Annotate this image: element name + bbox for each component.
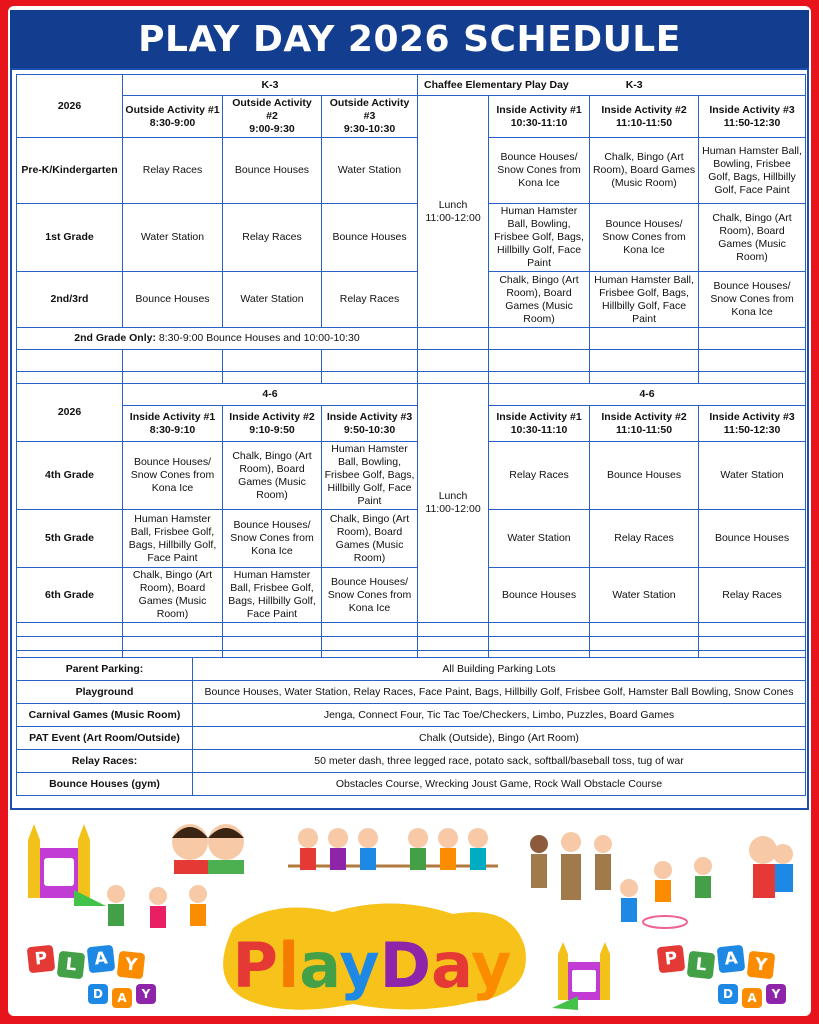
grades-4-6-year: 2026 <box>17 384 123 442</box>
letter-block: L <box>687 951 716 980</box>
k3-year: 2026 <box>17 75 123 138</box>
letter-block: A <box>717 945 746 974</box>
table-row <box>17 750 806 773</box>
decorative-artwork <box>8 810 811 1016</box>
k3-lunch-cell: Lunch 11:00-12:00 <box>418 96 489 328</box>
tug-of-war-icon <box>288 822 498 882</box>
playday-logo <box>222 920 522 1010</box>
outside-activity-1-header: Outside Activity #1 8:30-9:00 <box>123 96 223 138</box>
activity-cell: Bounce Houses <box>223 138 322 204</box>
k3-school-header <box>418 75 806 96</box>
schedule-sheet <box>8 6 811 1016</box>
activity-cell: Bounce Houses/ Snow Cones from Kona Ice <box>489 138 590 204</box>
activity-cell: Relay Races <box>489 442 590 510</box>
inside-activity-1-header: Inside Activity #1 8:30-9:10 <box>123 406 223 442</box>
inside-activity-2-header: Inside Activity #2 11:10-11:50 <box>590 96 699 138</box>
letter-block: P <box>27 945 56 974</box>
activity-cell: Human Hamster Ball, Bowling, Frisbee Golf, Bags, Hillbilly Golf, Face Paint <box>489 204 590 272</box>
activity-cell: Chalk, Bingo (Art Room), Board Games (Music Room) <box>699 204 806 272</box>
inside-activity-3-header: Inside Activity #3 11:50-12:30 <box>699 406 806 442</box>
info-value: 50 meter dash, three legged race, potato sack, softball/baseball toss, tug of war <box>193 750 806 773</box>
activity-cell: Water Station <box>322 138 418 204</box>
activity-cell: Human Hamster Ball, Frisbee Golf, Bags, Hillbilly Golf, Face Paint <box>123 510 223 568</box>
activity-cell: Human Hamster Ball, Frisbee Golf, Bags, Hillbilly Golf, Face Paint <box>590 272 699 328</box>
info-value: Bounce Houses, Water Station, Relay Races, Face Paint, Bags, Hillbilly Golf, Frisbee Golf, Hamster Ball Bowling, Snow Cones <box>193 681 806 704</box>
letter-block: D <box>718 984 738 1004</box>
letter-block: D <box>88 984 108 1004</box>
activity-cell: Chalk, Bingo (Art Room), Board Games (Music Room) <box>223 442 322 510</box>
activity-cell: Relay Races <box>699 568 806 623</box>
logo-letter: l <box>278 928 300 1002</box>
activity-cell: Bounce Houses <box>699 510 806 568</box>
activity-cell: Human Hamster Ball, Frisbee Golf, Bags, Hillbilly Golf, Face Paint <box>223 568 322 623</box>
logo-letter: D <box>379 928 432 1002</box>
table-row <box>17 658 806 681</box>
k3-schedule-table <box>16 74 806 386</box>
activity-cell: Relay Races <box>590 510 699 568</box>
activity-cell: Bounce Houses/ Snow Cones from Kona Ice <box>322 568 418 623</box>
inside-activity-3-header: Inside Activity #3 11:50-12:30 <box>699 96 806 138</box>
info-table <box>16 657 806 796</box>
activity-cell: Bounce Houses/ Snow Cones from Kona Ice <box>123 442 223 510</box>
second-grade-note: 2nd Grade Only: 8:30-9:00 Bounce Houses and 10:00-10:30 <box>17 328 418 350</box>
info-label: PAT Event (Art Room/Outside) <box>17 727 193 750</box>
school-name: Chaffee Elementary Play Day <box>424 78 569 91</box>
logo-letter: a <box>431 928 472 1002</box>
info-label: Carnival Games (Music Room) <box>17 704 193 727</box>
logo-letter: y <box>339 928 380 1002</box>
title-bar <box>10 10 809 68</box>
activity-cell: Bounce Houses/ Snow Cones from Kona Ice <box>223 510 322 568</box>
grades-4-6-schedule-table <box>16 383 806 665</box>
page-title: PLAY DAY 2026 SCHEDULE <box>138 18 681 60</box>
activity-cell: Human Hamster Ball, Bowling, Frisbee Golf, Bags, Hillbilly Golf, Face Paint <box>322 442 418 510</box>
table-row <box>17 773 806 796</box>
table-row <box>17 272 806 328</box>
grades-4-6-lunch-cell: Lunch 11:00-12:00 <box>418 384 489 623</box>
activity-cell: Bounce Houses/ Snow Cones from Kona Ice <box>590 204 699 272</box>
kids-playing-icon <box>613 830 803 940</box>
inside-activity-1-header: Inside Activity #1 10:30-11:10 <box>489 96 590 138</box>
table-row <box>17 442 806 510</box>
info-label: Parent Parking: <box>17 658 193 681</box>
activity-cell: Chalk, Bingo (Art Room), Board Games (Music Room) <box>123 568 223 623</box>
grades-4-6-band-right: 4-6 <box>489 384 806 406</box>
table-row <box>17 681 806 704</box>
info-label: Bounce Houses (gym) <box>17 773 193 796</box>
running-kids-icon <box>98 882 228 952</box>
inside-activity-2-header: Inside Activity #2 11:10-11:50 <box>590 406 699 442</box>
activity-cell: Relay Races <box>123 138 223 204</box>
activity-cell: Bounce Houses <box>123 272 223 328</box>
activity-cell: Water Station <box>699 442 806 510</box>
activity-cell: Bounce Houses <box>322 204 418 272</box>
sack-race-icon <box>523 830 623 910</box>
letter-block: L <box>57 951 86 980</box>
table-row <box>17 727 806 750</box>
activity-cell: Chalk, Bingo (Art Room), Board Games (Music Room) <box>322 510 418 568</box>
activity-cell: Chalk, Bingo (Art Room), Board Games (Music Room) <box>590 138 699 204</box>
table-row <box>17 510 806 568</box>
inside-activity-3-header: Inside Activity #3 9:50-10:30 <box>322 406 418 442</box>
activity-cell: Water Station <box>223 272 322 328</box>
outside-activity-3-header: Outside Activity #3 9:30-10:30 <box>322 96 418 138</box>
grade-label: Pre-K/Kindergarten <box>17 138 123 204</box>
bounce-house-small-icon <box>548 938 628 1012</box>
letter-block: Y <box>766 984 786 1004</box>
table-row <box>17 204 806 272</box>
inside-activity-1-header: Inside Activity #1 10:30-11:10 <box>489 406 590 442</box>
letter-block: P <box>657 945 686 974</box>
table-row <box>17 568 806 623</box>
letter-block: A <box>87 945 116 974</box>
activity-cell: Relay Races <box>322 272 418 328</box>
activity-cell: Water Station <box>123 204 223 272</box>
letter-block: Y <box>747 951 776 980</box>
info-value: Obstacles Course, Wrecking Joust Game, Rock Wall Obstacle Course <box>193 773 806 796</box>
k3-band-right: K-3 <box>625 78 643 91</box>
k3-band-left: K-3 <box>123 75 418 96</box>
bounce-house-icon <box>18 818 110 908</box>
logo-letter: y <box>471 928 512 1002</box>
playday-logo-text <box>233 929 512 1002</box>
grade-label: 1st Grade <box>17 204 123 272</box>
activity-cell: Bounce Houses/ Snow Cones from Kona Ice <box>699 272 806 328</box>
activity-cell: Water Station <box>590 568 699 623</box>
info-label: Relay Races: <box>17 750 193 773</box>
info-value: All Building Parking Lots <box>193 658 806 681</box>
schedule-frame <box>10 68 809 810</box>
table-row <box>17 138 806 204</box>
kids-faces-icon <box>168 814 248 874</box>
info-value: Jenga, Connect Four, Tic Tac Toe/Checkers, Limbo, Puzzles, Board Games <box>193 704 806 727</box>
grade-label: 6th Grade <box>17 568 123 623</box>
letter-block: A <box>112 988 132 1008</box>
grade-label: 5th Grade <box>17 510 123 568</box>
grades-4-6-band-left: 4-6 <box>123 384 418 406</box>
activity-cell: Chalk, Bingo (Art Room), Board Games (Music Room) <box>489 272 590 328</box>
inside-activity-2-header: Inside Activity #2 9:10-9:50 <box>223 406 322 442</box>
outside-activity-2-header: Outside Activity #2 9:00-9:30 <box>223 96 322 138</box>
activity-cell: Bounce Houses <box>489 568 590 623</box>
activity-cell: Bounce Houses <box>590 442 699 510</box>
activity-cell: Water Station <box>489 510 590 568</box>
grade-label: 4th Grade <box>17 442 123 510</box>
info-value: Chalk (Outside), Bingo (Art Room) <box>193 727 806 750</box>
logo-letter: a <box>299 928 340 1002</box>
info-label: Playground <box>17 681 193 704</box>
letter-block: Y <box>136 984 156 1004</box>
grade-label: 2nd/3rd <box>17 272 123 328</box>
letter-block: Y <box>117 951 146 980</box>
table-row <box>17 704 806 727</box>
logo-letter: P <box>232 928 278 1002</box>
activity-cell: Human Hamster Ball, Bowling, Frisbee Golf, Bags, Hillbilly Golf, Face Paint <box>699 138 806 204</box>
activity-cell: Relay Races <box>223 204 322 272</box>
letter-block: A <box>742 988 762 1008</box>
